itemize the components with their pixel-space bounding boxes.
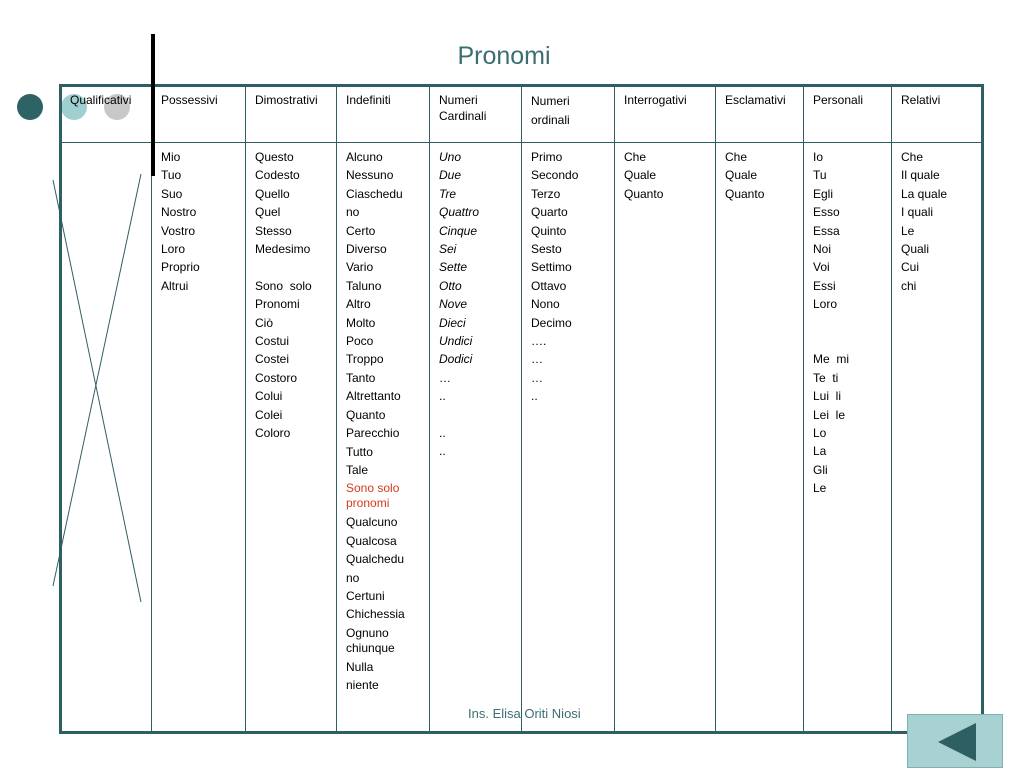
page-title: Pronomi	[457, 42, 551, 70]
list-item: Quinto	[531, 223, 567, 238]
relativi-list	[901, 148, 947, 295]
list-item: Secondo	[531, 168, 579, 183]
list-item: Poco	[346, 334, 374, 349]
list-item: Dieci	[439, 315, 466, 330]
list-item: Gli	[813, 462, 828, 477]
list-item: Lui li	[813, 389, 842, 404]
list-item: Medesimo	[255, 242, 311, 257]
spacer	[255, 258, 312, 276]
list-item: Ciò	[255, 315, 274, 330]
list-item: Terzo	[531, 186, 561, 201]
list-item: Due	[439, 168, 462, 183]
list-item: Quattro	[439, 205, 480, 220]
list-item: Esso	[813, 205, 840, 220]
list-item: Molto	[346, 315, 376, 330]
list-item: Tutto	[346, 444, 373, 459]
list-item: Pronomi	[255, 297, 300, 312]
header-esclamativi: Esclamativi	[725, 93, 786, 107]
list-item: Te ti	[813, 370, 839, 385]
personali-list	[813, 148, 849, 498]
header-separator	[62, 142, 981, 143]
list-item: Decimo	[531, 315, 572, 330]
list-item: Mio	[161, 150, 181, 164]
header-dimostrativi: Dimostrativi	[255, 93, 318, 107]
list-item: Noi	[813, 242, 832, 257]
list-item: niente	[346, 678, 379, 693]
list-item: Nulla	[346, 659, 374, 674]
list-item: Stesso	[255, 223, 292, 238]
header-qualificativi: Qualificativi	[70, 93, 132, 107]
numeri-ordinali-list	[531, 148, 578, 406]
column-divider	[336, 87, 337, 731]
header-possessivi: Possessivi	[161, 93, 218, 107]
list-item: Altrui	[161, 278, 189, 293]
cross-line	[53, 174, 141, 586]
list-item: Tuo	[161, 168, 182, 183]
list-item: Quanto	[346, 407, 386, 422]
list-item: Nessuno	[346, 168, 394, 183]
list-item: Settimo	[531, 260, 572, 275]
decorative-circle-dark	[17, 94, 43, 120]
list-item: Quale	[624, 168, 657, 183]
list-item: Parecchio	[346, 426, 400, 441]
list-item: Il quale	[901, 168, 940, 183]
list-item: Quarto	[531, 205, 568, 220]
esclamativi-list	[725, 148, 764, 203]
list-item: Vostro	[161, 223, 196, 238]
back-button[interactable]	[907, 714, 1003, 768]
spacer	[439, 406, 479, 424]
cross-out-mark	[50, 170, 146, 610]
list-item: no	[346, 205, 360, 220]
list-item: Quali	[901, 242, 930, 257]
list-item: Egli	[813, 186, 834, 201]
list-item: Colei	[255, 407, 283, 422]
cross-line	[53, 180, 141, 602]
spacer	[813, 314, 849, 351]
column-divider	[891, 87, 892, 731]
list-item: Uno	[439, 150, 462, 164]
list-item: Qualchedu	[346, 552, 405, 567]
list-item: …	[439, 370, 451, 385]
list-item: Questo	[255, 150, 294, 164]
list-item: Nostro	[161, 205, 197, 220]
column-divider	[151, 87, 152, 731]
list-item: Tu	[813, 168, 827, 183]
list-item: Tale	[346, 462, 369, 477]
column-divider	[245, 87, 246, 731]
list-item: ..	[439, 389, 446, 404]
list-item: Lo	[813, 426, 827, 441]
list-item: Primo	[531, 150, 563, 164]
column-divider	[715, 87, 716, 731]
list-item: Altrettanto	[346, 389, 401, 404]
list-item: Che	[901, 150, 924, 164]
list-item: Otto	[439, 278, 462, 293]
list-item: chi	[901, 278, 917, 293]
vertical-bar	[151, 34, 155, 176]
list-item: Lei le	[813, 407, 846, 422]
list-item: Sesto	[531, 242, 562, 257]
list-item: Cui	[901, 260, 920, 275]
list-item: Nono	[531, 297, 560, 312]
list-item: Che	[725, 150, 748, 164]
list-item: Altro	[346, 297, 371, 312]
numeri-cardinali-list	[439, 148, 479, 461]
list-item: Le	[901, 223, 915, 238]
list-item: La	[813, 444, 827, 459]
list-item: Diverso	[346, 242, 387, 257]
list-item: ..	[439, 444, 446, 459]
list-item: Proprio	[161, 260, 200, 275]
column-divider	[429, 87, 430, 731]
pronouns-table	[59, 84, 984, 734]
header-personali: Personali	[813, 93, 864, 107]
column-divider	[614, 87, 615, 731]
interrogativi-list	[624, 148, 663, 203]
list-item: Coloro	[255, 426, 291, 441]
list-item: Ognuno chiunque	[346, 625, 395, 655]
list-item: Ciaschedu	[346, 186, 403, 201]
list-item: …	[531, 352, 543, 367]
dimostrativi-list	[255, 148, 312, 442]
list-item: ..	[439, 426, 446, 441]
list-item: Cinque	[439, 223, 478, 238]
list-item: Costoro	[255, 370, 298, 385]
list-item: ..	[531, 389, 538, 404]
list-item: Me mi	[813, 352, 849, 367]
list-item: Sette	[439, 260, 468, 275]
list-item: no	[346, 570, 360, 585]
list-item: Le	[813, 481, 827, 496]
list-item: Taluno	[346, 278, 382, 293]
column-divider	[521, 87, 522, 731]
list-item: Ottavo	[531, 278, 567, 293]
triangle-left-icon	[908, 715, 1002, 767]
list-item: Quanto	[725, 186, 765, 201]
list-item: Chichessia	[346, 607, 405, 622]
list-item: Quanto	[624, 186, 664, 201]
list-item: Dodici	[439, 352, 473, 367]
list-item: Essi	[813, 278, 836, 293]
list-item: Quel	[255, 205, 281, 220]
list-item: …	[531, 370, 543, 385]
indefiniti-list	[346, 148, 428, 695]
list-item: I quali	[901, 205, 934, 220]
header-relativi: Relativi	[901, 93, 941, 107]
list-item: Voi	[813, 260, 830, 275]
list-item: Qualcuno	[346, 515, 398, 530]
list-item: Tre	[439, 186, 457, 201]
list-item: Loro	[161, 242, 186, 257]
list-item: Vario	[346, 260, 374, 275]
list-item: Quello	[255, 186, 290, 201]
list-item: Colui	[255, 389, 283, 404]
list-item: Alcuno	[346, 150, 383, 164]
list-item: Che	[624, 150, 647, 164]
list-item: Qualcosa	[346, 533, 397, 548]
header-indefiniti: Indefiniti	[346, 93, 391, 107]
list-item: Loro	[813, 297, 838, 312]
list-item: Undici	[439, 334, 473, 349]
list-item: Suo	[161, 186, 183, 201]
list-item: Nove	[439, 297, 468, 312]
list-item: Costei	[255, 352, 290, 367]
list-item: La quale	[901, 186, 948, 201]
list-item: Sei	[439, 242, 457, 257]
header-interrogativi: Interrogativi	[624, 93, 687, 107]
pronouns-only-note: Sono solo pronomi	[346, 481, 400, 511]
list-item: Troppo	[346, 352, 384, 367]
list-item: Quale	[725, 168, 758, 183]
list-item: Codesto	[255, 168, 300, 183]
author-credit: Ins. Elisa Oriti Niosi	[468, 706, 581, 721]
list-item: Io	[813, 150, 824, 164]
list-item: Certuni	[346, 588, 385, 603]
possessivi-list	[161, 148, 200, 295]
list-item: Essa	[813, 223, 840, 238]
list-item: Certo	[346, 223, 376, 238]
list-item: ….	[531, 334, 547, 349]
header-numeri-cardinali: Numeri Cardinali	[439, 93, 487, 123]
list-item: Sono solo	[255, 278, 312, 293]
column-divider	[803, 87, 804, 731]
header-numeri-ordinali: Numeri ordinali	[531, 94, 570, 127]
list-item: Tanto	[346, 370, 376, 385]
list-item: Costui	[255, 334, 290, 349]
